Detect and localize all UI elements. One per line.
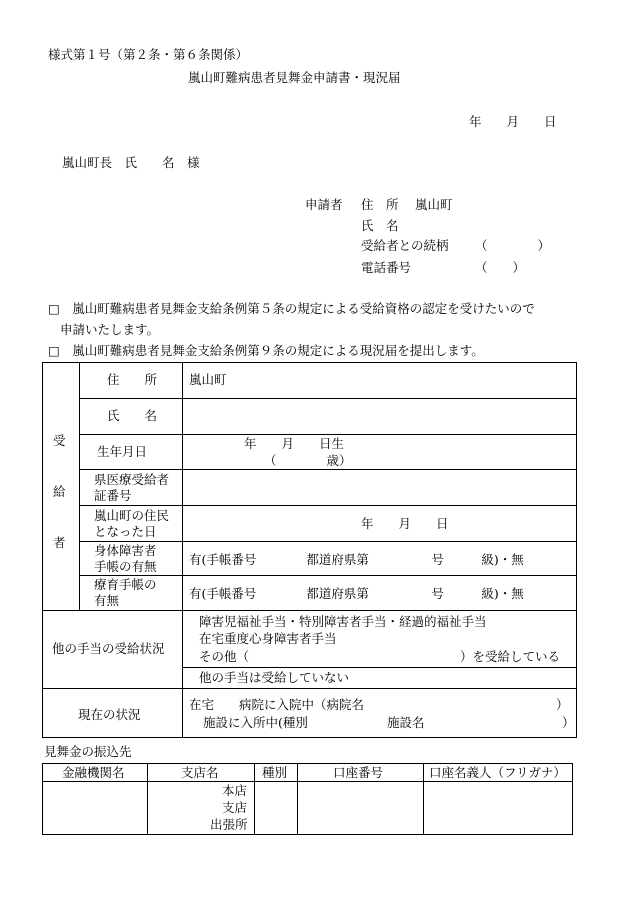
bank-header-institution: 金融機関名 — [62, 765, 125, 780]
allowance-option-other[interactable]: その他（ — [199, 649, 250, 664]
name-field[interactable] — [189, 404, 569, 430]
recipient-char-3: 者 — [53, 535, 66, 550]
status-facility-type[interactable]: 施設に入所中(種別 — [203, 715, 308, 730]
bank-type-field[interactable] — [259, 786, 293, 830]
bank-header-account-number: 口座番号 — [333, 765, 384, 780]
applicant-relation-label: 受給者との続柄 — [361, 238, 449, 253]
addressee: 嵐山町長 氏 名 様 — [62, 155, 200, 170]
medical-cert-field[interactable] — [189, 475, 569, 501]
status-hospital-close: ） — [556, 697, 569, 712]
status-facility-close: ） — [562, 715, 575, 730]
address-label: 住 所 — [107, 372, 158, 387]
recipient-char-2: 給 — [53, 484, 66, 499]
bank-account-holder-field[interactable] — [428, 786, 568, 830]
branch-option-branch[interactable]: 支店 — [222, 800, 248, 815]
allowance-option-1[interactable]: 障害児福祉手当・特別障害者手当・経過的福祉手当 — [199, 614, 487, 629]
bank-section-title: 見舞金の振込先 — [44, 744, 132, 759]
bank-institution-field[interactable] — [48, 786, 142, 830]
other-allowance-label: 他の手当の受給状況 — [52, 641, 165, 656]
applicant-relation-field[interactable]: （ ） — [475, 238, 551, 253]
date-line: 年 月 日 — [469, 114, 557, 129]
applicant-name-label: 氏 名 — [361, 218, 399, 233]
current-status-label: 現在の状況 — [78, 707, 141, 722]
check-item-application-cont: 申請いたします。 — [60, 322, 160, 337]
birth-age-field[interactable]: （ 歳） — [264, 453, 352, 468]
branch-option-main[interactable]: 本店 — [222, 783, 248, 798]
allowance-option-2[interactable]: 在宅重度心身障害者手当 — [199, 631, 337, 646]
bank-account-number-field[interactable] — [302, 786, 418, 830]
address-value[interactable]: 嵐山町 — [189, 372, 227, 387]
allowance-option-other-suffix: ）を受給している — [460, 649, 561, 664]
applicant-phone-field[interactable]: （ ） — [475, 260, 526, 275]
medical-cert-label-2: 証番号 — [94, 488, 132, 503]
applicant-address-value[interactable]: 嵐山町 — [415, 197, 453, 212]
rehab-label-1: 療育手帳の — [94, 577, 157, 592]
resident-date-field[interactable]: 年 月 日 — [361, 516, 449, 531]
check-item-status-report[interactable]: □ 嵐山町難病患者見舞金支給条例第９条の規定による現況届を提出します。 — [48, 343, 484, 358]
bank-header-account-holder: 口座名義人（フリガナ） — [429, 765, 566, 780]
resident-date-label-1: 嵐山町の住民 — [94, 508, 170, 523]
status-home-hospital[interactable]: 在宅 病院に入院中（病院名 — [189, 697, 365, 712]
birth-label: 生年月日 — [97, 444, 148, 459]
form-number: 様式第１号（第２条・第６条関係） — [48, 47, 249, 62]
branch-option-sub[interactable]: 出張所 — [210, 817, 248, 832]
disability-field[interactable]: 有(手帳番号 都道府県第 号 級)・無 — [189, 552, 524, 567]
rehab-field[interactable]: 有(手帳番号 都道府県第 号 級)・無 — [189, 586, 524, 601]
status-facility-name[interactable]: 施設名 — [387, 715, 425, 730]
birth-date-field[interactable]: 年 月 日生 — [244, 436, 345, 451]
check-item-application[interactable]: □ 嵐山町難病患者見舞金支給条例第５条の規定による受給資格の認定を受けたいので — [48, 301, 535, 316]
bank-header-type: 種別 — [262, 765, 288, 780]
disability-label-2: 手帳の有無 — [94, 559, 157, 574]
resident-date-label-2: となった日 — [94, 524, 157, 539]
allowance-none[interactable]: 他の手当は受給していない — [199, 670, 350, 685]
rehab-label-2: 有無 — [94, 593, 120, 608]
medical-cert-label-1: 県医療受給者 — [94, 472, 170, 487]
applicant-address-label: 住 所 — [361, 197, 399, 212]
recipient-char-1: 受 — [53, 433, 66, 448]
bank-header-branch: 支店名 — [181, 765, 219, 780]
applicant-phone-label: 電話番号 — [361, 260, 412, 275]
name-label: 氏 名 — [107, 408, 158, 423]
applicant-label: 申請者 — [305, 197, 343, 212]
form-title: 嵐山町難病患者見舞金申請書・現況届 — [188, 70, 401, 85]
disability-label-1: 身体障害者 — [94, 543, 157, 558]
